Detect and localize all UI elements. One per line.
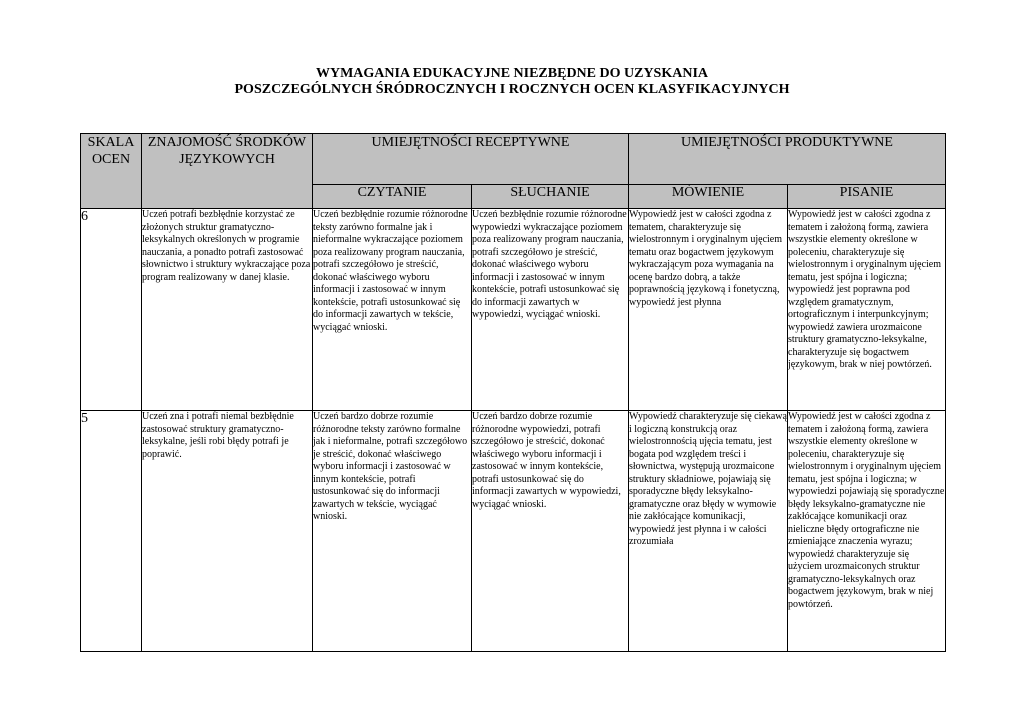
header-knowledge: ZNAJOMOŚĆ ŚRODKÓW JĘZYKOWYCH <box>142 134 313 209</box>
header-scale: SKALA OCEN <box>81 134 142 209</box>
reading-cell: Uczeń bardzo dobrze rozumie różnorodne teksty zarówno formalne jak i nieformalne, potrafi szczegółowo je streścić, dokonać właściwego wyboru informacji i zastosować w innym kontekście, potrafi ustosunkować się do informacji zawartych w tekście, wyciągać wnioski. <box>313 411 472 652</box>
header-writing: PISANIE <box>788 185 946 209</box>
writing-cell: Wypowiedź jest w całości zgodna z tematem i założoną formą, zawiera wszystkie elementy określone w poleceniu, charakteryzuje się wielostronnym i oryginalnym ujęciem tematu, jest spójna i logiczna; w wypowiedzi pojawiają się sporadyczne błędy leksykalno-gramatyczne nie zakłócające komunikacji oraz nieliczne błędy ortograficzne nie zmieniające znaczenia wyrazu; wypowiedź charakteryzuje się użyciem urozmaiconych struktur gramatyczno-leksykalnych oraz bogactwem językowym, brak w niej powtórzeń. <box>788 411 946 652</box>
header-reading: CZYTANIE <box>313 185 472 209</box>
listening-cell: Uczeń bardzo dobrze rozumie różnorodne wypowiedzi, potrafi szczegółowo je streścić, dokonać właściwego wyboru informacji i zastosować w innym kontekście, potrafi ustosunkować się do informacji zawartych w wypowiedzi, wyciągać wnioski. <box>472 411 629 652</box>
speaking-cell: Wypowiedź charakteryzuje się ciekawą i logiczną konstrukcją oraz wielostronnością ujęcia tematu, jest bogata pod względem treści i słownictwa, występują urozmaicone struktury składniowe, pojawiają się sporadyczne błędy leksykalno-gramatyczne oraz błędy w wymowie nie zakłócające komunikacji, wypowiedź jest płynna i w całości zrozumiała <box>629 411 788 652</box>
knowledge-cell: Uczeń zna i potrafi niemal bezbłędnie zastosować struktury gramatyczno-leksykalne, jeśli robi błędy potrafi je poprawić. <box>142 411 313 652</box>
header-receptive-skills: UMIEJĘTNOŚCI RECEPTYWNE <box>313 134 629 185</box>
header-listening: SŁUCHANIE <box>472 185 629 209</box>
grading-table <box>80 133 946 652</box>
page-title-line-1: WYMAGANIA EDUKACYJNE NIEZBĘDNE DO UZYSKANIA <box>315 66 709 81</box>
listening-cell: Uczeń bezbłędnie rozumie różnorodne wypowiedzi wykraczające poziomem poza realizowany program nauczania, potrafi szczegółowo je streścić, dokonać właściwego wyboru informacji i zastosować w innym kontekście, potrafi ustosunkować się do informacji zawartych w wypowiedzi, wyciągać wnioski. <box>472 209 629 411</box>
grade-cell: 6 <box>81 209 142 411</box>
page-title-line-2: POSZCZEGÓLNYCH ŚRÓDROCZNYCH I ROCZNYCH OCEN KLASYFIKACYJNYCH <box>234 82 790 97</box>
grade-cell: 5 <box>81 411 142 652</box>
writing-cell: Wypowiedź jest w całości zgodna z tematem i założoną formą, zawiera wszystkie elementy określone w poleceniu, charakteryzuje się wielostronnym i oryginalnym ujęciem tematu, jest spójna i logiczna; wypowiedź jest poprawna pod względem gramatycznym, ortograficznym i interpunkcyjnym; wypowiedź zawiera urozmaicone struktury gramatyczno-leksykalne, charakteryzuje się bogactwem językowym, brak w niej powtórzeń. <box>788 209 946 411</box>
header-speaking: MÓWIENIE <box>629 185 788 209</box>
header-productive-skills: UMIEJĘTNOŚCI PRODUKTYWNE <box>629 134 946 185</box>
reading-cell: Uczeń bezbłędnie rozumie różnorodne teksty zarówno formalne jak i nieformalne wykraczające poziomem poza realizowany program nauczania, potrafi szczegółowo je streścić, dokonać właściwego wyboru informacji i zastosować w innym kontekście, potrafi ustosunkować się do informacji zawartych w tekście, wyciągać wnioski. <box>313 209 472 411</box>
table-row <box>81 411 946 652</box>
speaking-cell: Wypowiedź jest w całości zgodna z tematem, charakteryzuje się wielostronnym i oryginalnym ujęciem tematu oraz bogactwem językowym wykraczającym poza wymagania na ocenę bardzo dobrą, a także poprawnością językową i fonetyczną, wypowiedź jest płynna <box>629 209 788 411</box>
table-row <box>81 209 946 411</box>
knowledge-cell: Uczeń potrafi bezbłędnie korzystać ze złożonych struktur gramatyczno-leksykalnych określonych w programie nauczania, a ponadto potrafi zastosować słownictwo i struktury wykraczające poza program realizowany w danej klasie. <box>142 209 313 411</box>
